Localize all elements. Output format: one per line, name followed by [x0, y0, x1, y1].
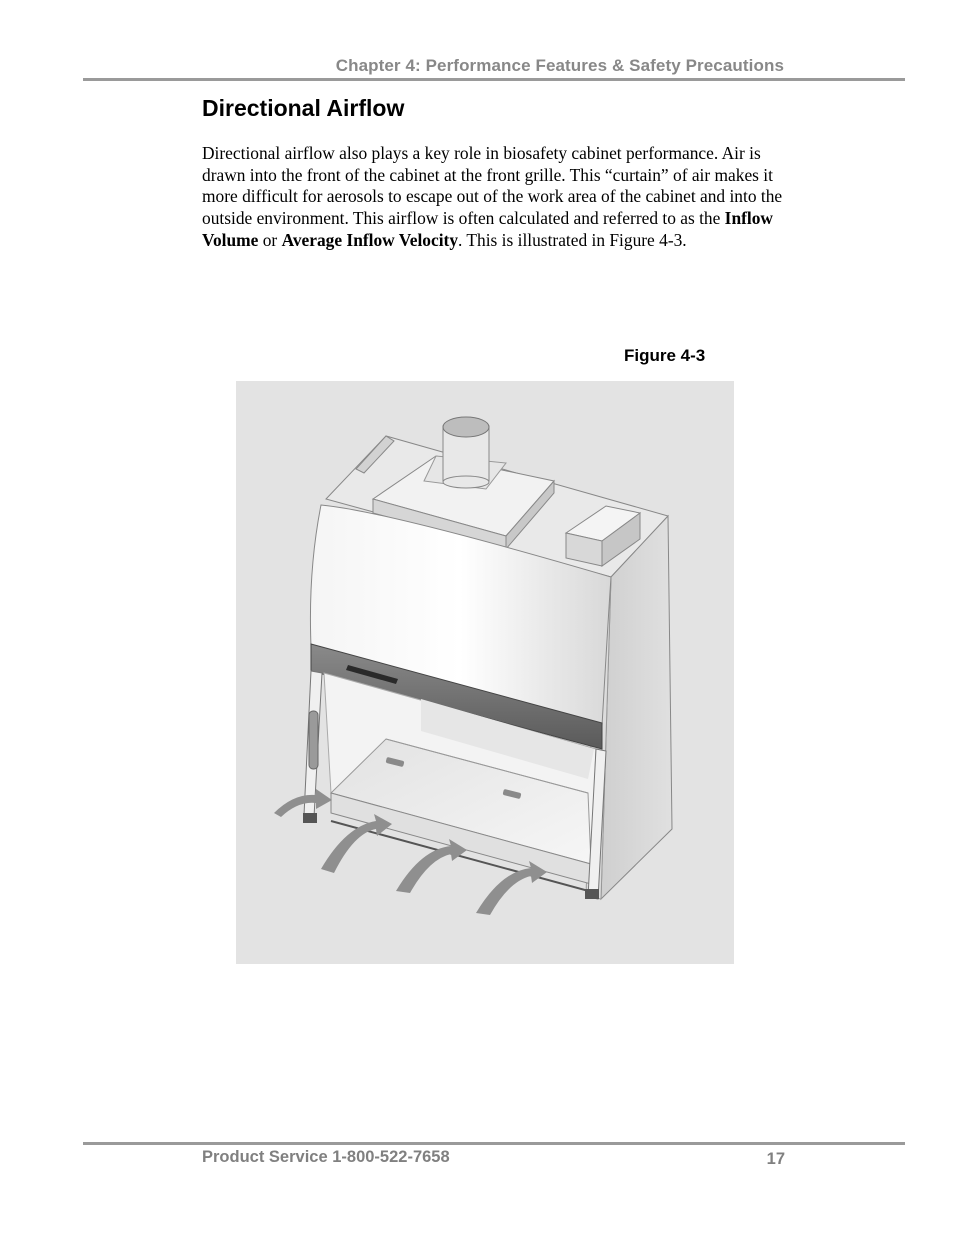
figure-biosafety-cabinet [236, 381, 734, 964]
cabinet-illustration [236, 381, 734, 964]
paragraph-text-3: . This is illustrated in Figure 4-3. [458, 229, 687, 250]
body-paragraph [202, 143, 787, 252]
footer-rule [83, 1142, 905, 1145]
inflow-arrow-left [274, 789, 332, 817]
chapter-header: Chapter 4: Performance Features & Safety Precautions [335, 56, 784, 75]
figure-label: Figure 4-3 [624, 346, 706, 365]
inflow-arrow-2 [396, 839, 467, 893]
term-average-inflow-velocity: Average Inflow Velocity [281, 229, 459, 250]
paragraph-text-1: Directional airflow also plays a key role in biosafety cabinet performance. Air is drawn into the front of the cabinet at the front grille. This “curtain” of air makes it more difficult for aerosols to escape out of the work area of the cabinet and into the outside environment. This airflow is often calculated and referred to as the [202, 143, 783, 229]
header-rule [83, 78, 905, 81]
page-number: 17 [766, 1150, 785, 1168]
product-service-phone: Product Service 1-800-522-7658 [202, 1148, 450, 1166]
term-inflow-volume: Inflow Volume [202, 208, 773, 250]
paragraph-text-2: or [258, 229, 282, 250]
inflow-arrow-1 [321, 814, 392, 873]
section-title: Directional Airflow [202, 95, 405, 121]
